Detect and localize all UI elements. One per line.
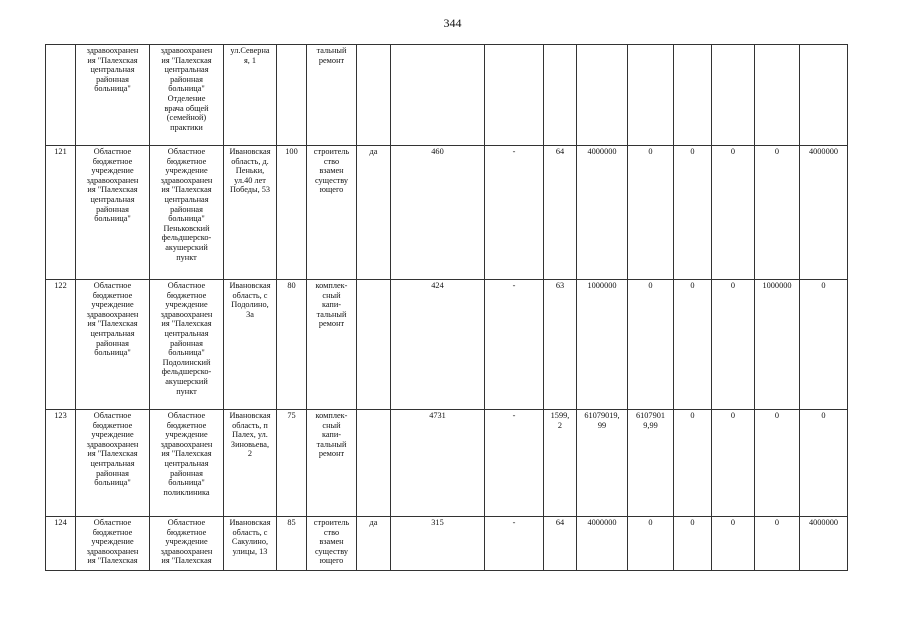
row-number: 121 (46, 146, 76, 280)
area-cell: 315 (391, 517, 485, 571)
facility-cell: Областное бюджетное учреждение здравоохранен ия "Палехская центральная районная больница" Подолинский фельдшерско- акушерский пункт (150, 280, 224, 410)
amount-cell-3: 0 (712, 410, 755, 517)
work-type-cell: строитель ство взамен существу ющего (307, 146, 357, 280)
amount-cell-2: 0 (674, 280, 712, 410)
total-cell: 1000000 (577, 280, 628, 410)
year-cell: 64 (544, 146, 577, 280)
area-cell: 424 (391, 280, 485, 410)
institution-cell: Областное бюджетное учреждение здравоохранен ия "Палехская центральная районная больница" (76, 410, 150, 517)
amount-cell-5: 0 (800, 410, 848, 517)
dash-cell: - (485, 517, 544, 571)
amount-cell-2 (674, 45, 712, 146)
amount-cell-2: 0 (674, 517, 712, 571)
area-cell: 460 (391, 146, 485, 280)
institution-cell: Областное бюджетное учреждение здравоохранен ия "Палехская (76, 517, 150, 571)
row-number: 123 (46, 410, 76, 517)
amount-cell-4: 0 (755, 146, 800, 280)
dash-cell: - (485, 280, 544, 410)
table-row (46, 410, 848, 517)
year-cell (544, 45, 577, 146)
year-cell: 63 (544, 280, 577, 410)
amount-cell-1: 0 (628, 517, 674, 571)
amount-cell-5: 0 (800, 280, 848, 410)
amount-cell-3: 0 (712, 146, 755, 280)
amount-cell-2: 0 (674, 410, 712, 517)
amount-cell-5: 4000000 (800, 517, 848, 571)
amount-cell-1: 6107901 9,99 (628, 410, 674, 517)
institution-cell: Областное бюджетное учреждение здравоохранен ия "Палехская центральная районная больница" (76, 280, 150, 410)
table-row (46, 45, 848, 146)
capacity-cell: 100 (277, 146, 307, 280)
area-cell: 4731 (391, 410, 485, 517)
page-number: 344 (443, 16, 462, 30)
amount-cell-2: 0 (674, 146, 712, 280)
institution-cell: здравоохранен ия "Палехская центральная районная больница" (76, 45, 150, 146)
address-cell: ул.Северна я, 1 (224, 45, 277, 146)
flag-cell (357, 410, 391, 517)
amount-cell-1: 0 (628, 280, 674, 410)
row-number (46, 45, 76, 146)
table-row (46, 146, 848, 280)
capacity-cell: 75 (277, 410, 307, 517)
dash-cell: - (485, 410, 544, 517)
table-row (46, 280, 848, 410)
flag-cell: да (357, 146, 391, 280)
facility-cell: Областное бюджетное учреждение здравоохранен ия "Палехская центральная районная больница" Пеньковский фельдшерско- акушерский пункт (150, 146, 224, 280)
total-cell: 61079019, 99 (577, 410, 628, 517)
institution-cell: Областное бюджетное учреждение здравоохранен ия "Палехская центральная районная больница" (76, 146, 150, 280)
amount-cell-5 (800, 45, 848, 146)
dash-cell (485, 45, 544, 146)
amount-cell-3 (712, 45, 755, 146)
work-type-cell: комплек- сный капи- тальный ремонт (307, 410, 357, 517)
amount-cell-1: 0 (628, 146, 674, 280)
capacity-cell: 85 (277, 517, 307, 571)
work-type-cell: тальный ремонт (307, 45, 357, 146)
facility-register-table (45, 44, 848, 571)
flag-cell (357, 45, 391, 146)
amount-cell-5: 4000000 (800, 146, 848, 280)
total-cell (577, 45, 628, 146)
address-cell: Ивановская область, д. Пеньки, ул.40 лет Победы, 53 (224, 146, 277, 280)
total-cell: 4000000 (577, 146, 628, 280)
total-cell: 4000000 (577, 517, 628, 571)
table-row (46, 517, 848, 571)
address-cell: Ивановская область, с Сакулино, улицы, 13 (224, 517, 277, 571)
amount-cell-1 (628, 45, 674, 146)
area-cell (391, 45, 485, 146)
address-cell: Ивановская область, п Палех, ул. Зиновьева, 2 (224, 410, 277, 517)
work-type-cell: строитель ство взамен существу ющего (307, 517, 357, 571)
flag-cell (357, 280, 391, 410)
capacity-cell: 80 (277, 280, 307, 410)
work-type-cell: комплек- сный капи- тальный ремонт (307, 280, 357, 410)
year-cell: 1599, 2 (544, 410, 577, 517)
capacity-cell (277, 45, 307, 146)
amount-cell-4: 1000000 (755, 280, 800, 410)
row-number: 122 (46, 280, 76, 410)
amount-cell-4: 0 (755, 517, 800, 571)
amount-cell-3: 0 (712, 517, 755, 571)
facility-cell: здравоохранен ия "Палехская центральная районная больница" Отделение врача общей (семейной) практики (150, 45, 224, 146)
year-cell: 64 (544, 517, 577, 571)
row-number: 124 (46, 517, 76, 571)
address-cell: Ивановская область, с Подолино, 3а (224, 280, 277, 410)
amount-cell-3: 0 (712, 280, 755, 410)
facility-cell: Областное бюджетное учреждение здравоохранен ия "Палехская центральная районная больница" поликлиника (150, 410, 224, 517)
flag-cell: да (357, 517, 391, 571)
dash-cell: - (485, 146, 544, 280)
amount-cell-4: 0 (755, 410, 800, 517)
facility-cell: Областное бюджетное учреждение здравоохранен ия "Палехская (150, 517, 224, 571)
amount-cell-4 (755, 45, 800, 146)
